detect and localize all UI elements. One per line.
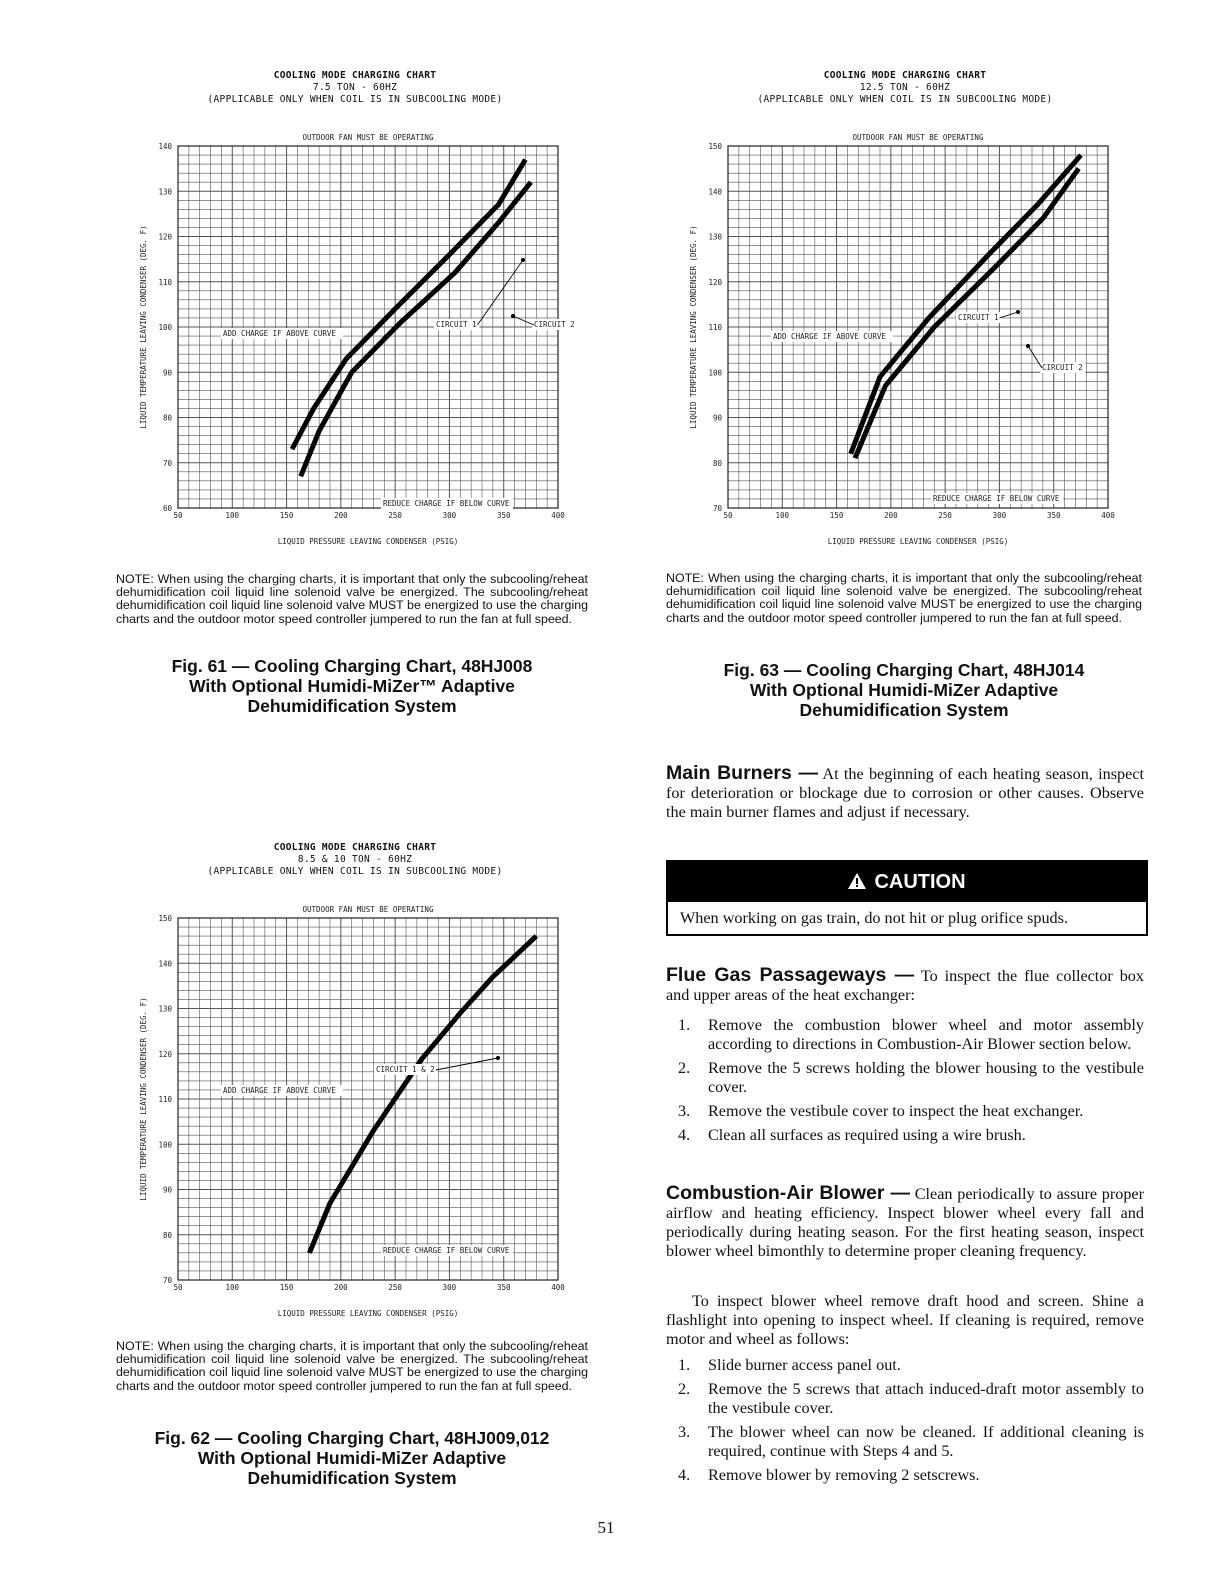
leader-arrowhead bbox=[521, 258, 525, 262]
circuit-label: CIRCUIT 1 bbox=[958, 313, 999, 322]
list-item bbox=[666, 1356, 1144, 1375]
page-number: 51 bbox=[597, 1518, 615, 1537]
x-tick-label: 300 bbox=[442, 1283, 457, 1292]
fan-label: OUTDOOR FAN MUST BE OPERATING bbox=[302, 905, 434, 914]
leader-line bbox=[436, 1058, 498, 1070]
figure-caption-fig62 bbox=[116, 1428, 588, 1488]
y-tick-label: 80 bbox=[162, 413, 172, 423]
y-tick-label: 110 bbox=[158, 1095, 172, 1104]
step-number: 4. bbox=[678, 1466, 691, 1484]
section-heading: Combustion-Air Blower — bbox=[666, 1182, 911, 1204]
step-text: Remove the 5 screws holding the blower housing to the vestibule cover. bbox=[708, 1059, 1144, 1096]
warning-triangle-icon bbox=[848, 863, 866, 903]
step-text: Slide burner access panel out. bbox=[708, 1356, 901, 1374]
chart-fig61 bbox=[130, 70, 580, 560]
leader-line bbox=[1028, 346, 1042, 368]
fan-label: OUTDOOR FAN MUST BE OPERATING bbox=[852, 133, 984, 142]
caption-line: Fig. 61 — Cooling Charging Chart, 48HJ008 bbox=[171, 656, 533, 676]
series-line bbox=[292, 160, 525, 450]
step-number: 1. bbox=[678, 1356, 691, 1374]
x-axis-label: LIQUID PRESSURE LEAVING CONDENSER (PSIG) bbox=[827, 537, 1009, 546]
y-tick-label: 110 bbox=[158, 277, 172, 287]
chart-subtitle: 7.5 TON - 60HZ bbox=[312, 82, 398, 93]
y-tick-label: 150 bbox=[708, 142, 722, 151]
list-item bbox=[666, 1102, 1144, 1121]
x-tick-label: 50 bbox=[723, 511, 733, 520]
caution-text: When working on gas train, do not hit or plug orifice spuds. bbox=[680, 909, 1068, 927]
series-line bbox=[309, 936, 536, 1253]
caption-line: With Optional Humidi-MiZer Adaptive bbox=[197, 1448, 507, 1468]
step-text: Remove the 5 screws that attach induced-draft motor assembly to the vestibule cover. bbox=[708, 1380, 1144, 1417]
step-number: 3. bbox=[678, 1102, 691, 1120]
y-tick-label: 140 bbox=[158, 142, 172, 151]
list-item bbox=[666, 1016, 1144, 1054]
x-tick-label: 150 bbox=[279, 511, 294, 520]
circuit-label: CIRCUIT 2 bbox=[1042, 363, 1083, 372]
circuit-label: CIRCUIT 1 bbox=[436, 320, 477, 329]
x-tick-label: 150 bbox=[829, 511, 844, 520]
list-item bbox=[666, 1380, 1144, 1418]
chart-fig63 bbox=[680, 70, 1130, 560]
y-tick-label: 90 bbox=[162, 1185, 172, 1195]
step-number: 4. bbox=[678, 1126, 691, 1144]
x-tick-label: 350 bbox=[496, 511, 511, 520]
x-tick-label: 300 bbox=[992, 511, 1007, 520]
add-charge-label: ADD CHARGE IF ABOVE CURVE bbox=[773, 332, 886, 341]
y-tick-label: 120 bbox=[708, 277, 722, 287]
list-item bbox=[666, 1466, 1144, 1485]
figure-caption-fig61 bbox=[116, 656, 588, 716]
step-text: Remove the combustion blower wheel and motor assembly according to directions in Combustion-Air Blower section below. bbox=[708, 1016, 1144, 1053]
fan-label: OUTDOOR FAN MUST BE OPERATING bbox=[302, 133, 434, 142]
y-tick-label: 130 bbox=[708, 232, 722, 242]
y-tick-label: 140 bbox=[158, 959, 172, 969]
y-tick-label: 120 bbox=[158, 1049, 172, 1059]
y-tick-label: 100 bbox=[158, 1140, 172, 1150]
step-text: Clean all surfaces as required using a wire brush. bbox=[708, 1126, 1026, 1144]
x-tick-label: 350 bbox=[1046, 511, 1061, 520]
note-fig62: NOTE: When using the charging charts, it is important that only the subcooling/reheat dehumidification coil liquid line solenoid valve be energized. The subcooling/reheat dehumidification coil liquid line solenoid valve MUST be energized to use the charging charts and the outdoor motor speed controller jumpered to run the fan at full speed. bbox=[116, 1339, 588, 1393]
y-axis-label: LIQUID TEMPERATURE LEAVING CONDENSER (DEG. F) bbox=[139, 997, 148, 1201]
combustion-air-paragraph bbox=[666, 1292, 1144, 1349]
chart-subtitle: 12.5 TON - 60HZ bbox=[859, 82, 951, 93]
step-text: The blower wheel can now be cleaned. If additional cleaning is required, continue with Steps 4 and 5. bbox=[708, 1423, 1144, 1460]
y-tick-label: 110 bbox=[708, 323, 722, 332]
x-tick-label: 400 bbox=[1101, 511, 1115, 520]
reduce-charge-label: REDUCE CHARGE IF BELOW CURVE bbox=[383, 499, 510, 508]
leader-arrowhead bbox=[511, 314, 515, 318]
combustion-air-section bbox=[666, 1184, 1144, 1261]
caption-line: Fig. 63 — Cooling Charging Chart, 48HJ014 bbox=[723, 660, 1085, 680]
x-tick-label: 200 bbox=[334, 1283, 348, 1292]
flue-gas-section bbox=[666, 966, 1144, 1005]
x-tick-label: 350 bbox=[496, 1283, 511, 1292]
chart-applicable: (APPLICABLE ONLY WHEN COIL IS IN SUBCOOLING MODE) bbox=[207, 94, 503, 105]
caution-title: CAUTION bbox=[874, 871, 966, 893]
caption-line: Dehumidification System bbox=[799, 700, 1009, 720]
leader-line bbox=[477, 260, 523, 325]
x-axis-label: LIQUID PRESSURE LEAVING CONDENSER (PSIG) bbox=[277, 537, 459, 546]
leader-arrowhead bbox=[1016, 310, 1020, 314]
section-heading: Flue Gas Passageways — bbox=[666, 964, 915, 986]
x-tick-label: 300 bbox=[442, 511, 457, 520]
caption-line: With Optional Humidi-MiZer Adaptive bbox=[749, 680, 1059, 700]
circuit-label: CIRCUIT 1 & 2 bbox=[376, 1065, 435, 1074]
x-tick-label: 100 bbox=[775, 511, 790, 520]
x-axis-label: LIQUID PRESSURE LEAVING CONDENSER (PSIG) bbox=[277, 1309, 459, 1318]
caption-line: Dehumidification System bbox=[247, 1468, 457, 1488]
section-text: Clean periodically to assure proper airflow and heating efficiency. Inspect blower wheel every fall and periodically during heating season. For the first heating season, inspect blower wheel bimonthly to determine proper cleaning frequency. bbox=[666, 1185, 1145, 1260]
x-tick-label: 50 bbox=[173, 511, 183, 520]
leader-line bbox=[513, 316, 534, 325]
y-tick-label: 80 bbox=[712, 458, 722, 468]
caution-box bbox=[666, 860, 1148, 936]
y-tick-label: 70 bbox=[712, 504, 722, 513]
reduce-charge-label: REDUCE CHARGE IF BELOW CURVE bbox=[933, 494, 1060, 503]
reduce-charge-label: REDUCE CHARGE IF BELOW CURVE bbox=[383, 1246, 510, 1255]
step-number: 2. bbox=[678, 1059, 691, 1077]
chart-svg bbox=[680, 70, 1130, 560]
figure-caption-fig63 bbox=[666, 660, 1142, 720]
y-tick-label: 130 bbox=[158, 187, 172, 197]
step-text: Remove blower by removing 2 setscrews. bbox=[708, 1466, 980, 1484]
x-tick-label: 400 bbox=[551, 1283, 565, 1292]
note-fig61: NOTE: When using the charging charts, it is important that only the subcooling/reheat dehumidification coil liquid line solenoid valve be energized. The subcooling/reheat dehumidification coil liquid line solenoid valve MUST be energized to use the charging charts and the outdoor motor speed controller jumpered to run the fan at full speed. bbox=[116, 572, 588, 626]
x-tick-label: 150 bbox=[279, 1283, 294, 1292]
step-number: 2. bbox=[678, 1380, 691, 1398]
circuit-label: CIRCUIT 2 bbox=[534, 320, 575, 329]
caution-header bbox=[668, 862, 1146, 902]
add-charge-label: ADD CHARGE IF ABOVE CURVE bbox=[223, 329, 336, 338]
y-tick-label: 100 bbox=[708, 368, 722, 378]
flue-gas-steps bbox=[666, 1016, 1144, 1150]
x-tick-label: 100 bbox=[225, 1283, 240, 1292]
chart-svg bbox=[130, 842, 580, 1332]
y-tick-label: 90 bbox=[162, 368, 172, 378]
main-burners-section bbox=[666, 764, 1144, 822]
chart-applicable: (APPLICABLE ONLY WHEN COIL IS IN SUBCOOLING MODE) bbox=[757, 94, 1053, 105]
chart-fig62 bbox=[130, 842, 580, 1332]
combustion-air-steps bbox=[666, 1356, 1144, 1490]
chart-title: COOLING MODE CHARGING CHART bbox=[273, 70, 437, 81]
leader-arrowhead bbox=[1026, 344, 1030, 348]
x-tick-label: 50 bbox=[173, 1283, 183, 1292]
paragraph-text: To inspect blower wheel remove draft hood and screen. Shine a flashlight into opening to inspect wheel. If cleaning is required, remove motor and wheel as follows: bbox=[666, 1292, 1144, 1348]
y-tick-label: 100 bbox=[158, 323, 172, 332]
caption-line: Dehumidification System bbox=[247, 696, 457, 716]
y-tick-label: 70 bbox=[162, 1276, 172, 1285]
section-text: At the beginning of each heating season, inspect for deterioration or blockage due to corrosion or other causes. Observe the main burner flames and adjust if necessary. bbox=[666, 765, 1144, 821]
chart-subtitle: 8.5 & 10 TON - 60HZ bbox=[297, 854, 413, 865]
step-number: 3. bbox=[678, 1423, 691, 1441]
chart-title: COOLING MODE CHARGING CHART bbox=[273, 842, 437, 853]
list-item bbox=[666, 1126, 1144, 1145]
x-tick-label: 250 bbox=[938, 511, 952, 520]
x-tick-label: 200 bbox=[334, 511, 348, 520]
x-tick-label: 400 bbox=[551, 511, 565, 520]
x-tick-label: 250 bbox=[388, 511, 402, 520]
step-number: 1. bbox=[678, 1016, 691, 1034]
y-tick-label: 140 bbox=[708, 187, 722, 197]
section-heading: Main Burners — bbox=[666, 762, 819, 784]
y-tick-label: 130 bbox=[158, 1004, 172, 1014]
chart-title: COOLING MODE CHARGING CHART bbox=[823, 70, 987, 81]
section-text: To inspect the flue collector box and upper areas of the heat exchanger: bbox=[666, 967, 1144, 1004]
y-axis-label: LIQUID TEMPERATURE LEAVING CONDENSER (DEG. F) bbox=[689, 225, 698, 429]
chart-svg bbox=[130, 70, 580, 560]
series-line bbox=[851, 155, 1081, 454]
caption-line: With Optional Humidi-MiZer™ Adaptive bbox=[189, 676, 515, 696]
step-text: Remove the vestibule cover to inspect the heat exchanger. bbox=[708, 1102, 1084, 1120]
add-charge-label: ADD CHARGE IF ABOVE CURVE bbox=[223, 1086, 336, 1095]
y-tick-label: 120 bbox=[158, 232, 172, 242]
chart-applicable: (APPLICABLE ONLY WHEN COIL IS IN SUBCOOLING MODE) bbox=[207, 866, 503, 877]
leader-line bbox=[999, 312, 1018, 318]
y-axis-label: LIQUID TEMPERATURE LEAVING CONDENSER (DEG. F) bbox=[139, 225, 148, 429]
y-tick-label: 60 bbox=[162, 504, 172, 513]
x-tick-label: 200 bbox=[884, 511, 898, 520]
list-item bbox=[666, 1423, 1144, 1461]
y-tick-label: 90 bbox=[712, 413, 722, 423]
x-tick-label: 250 bbox=[388, 1283, 402, 1292]
leader-arrowhead bbox=[496, 1056, 500, 1060]
y-tick-label: 150 bbox=[158, 914, 172, 923]
note-fig63: NOTE: When using the charging charts, it is important that only the subcooling/reheat dehumidification coil liquid line solenoid valve be energized. The subcooling/reheat dehumidification coil liquid line solenoid valve MUST be energized to use the charging charts and the outdoor motor speed controller jumpered to run the fan at full speed. bbox=[666, 571, 1142, 625]
y-tick-label: 70 bbox=[162, 458, 172, 468]
y-tick-label: 80 bbox=[162, 1230, 172, 1240]
x-tick-label: 100 bbox=[225, 511, 240, 520]
caption-line: Fig. 62 — Cooling Charging Chart, 48HJ009,012 bbox=[154, 1428, 550, 1448]
list-item bbox=[666, 1059, 1144, 1097]
